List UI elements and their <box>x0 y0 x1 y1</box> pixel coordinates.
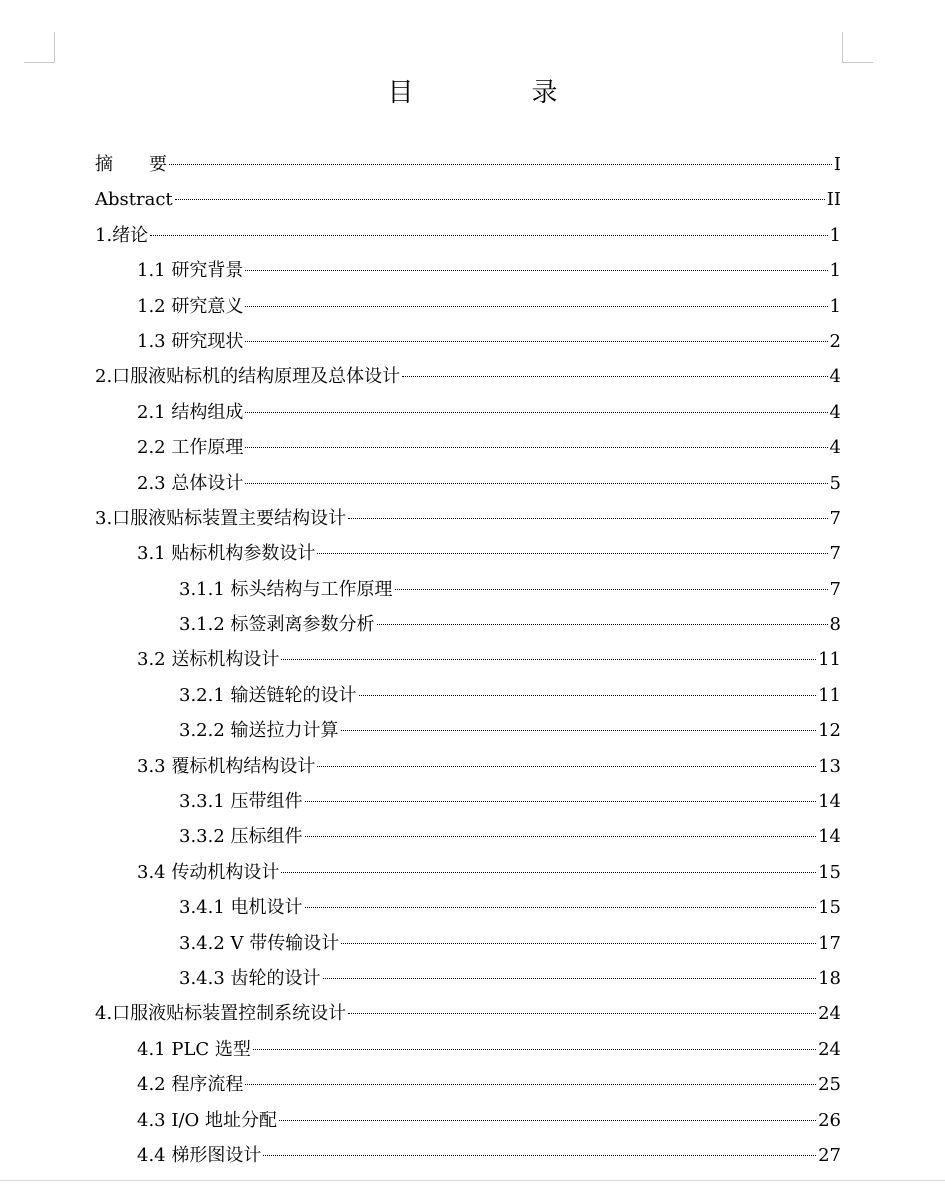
toc-entry-label: 3.3.1 压带组件 <box>179 791 303 813</box>
toc-dot-leader <box>317 766 816 767</box>
toc-dot-leader <box>253 1049 816 1050</box>
toc-entry-label: 2.1 结构组成 <box>137 401 244 423</box>
toc-entry[interactable] <box>95 819 841 854</box>
toc-dot-leader <box>377 624 828 625</box>
toc-dot-leader <box>359 695 817 696</box>
toc-entry[interactable] <box>95 289 841 324</box>
toc-entry-label: 3.2 送标机构设计 <box>137 649 280 671</box>
toc-entry-page-number: 1 <box>829 224 841 246</box>
toc-dot-leader <box>402 376 827 377</box>
toc-dot-leader <box>305 801 817 802</box>
toc-entry-page-number: 12 <box>818 720 841 742</box>
toc-entry-page-number: 4 <box>829 401 841 423</box>
toc-entry-page-number: 13 <box>818 755 841 777</box>
toc-entry[interactable] <box>95 1138 841 1173</box>
toc-entry[interactable] <box>95 359 841 394</box>
toc-entry[interactable] <box>95 253 841 288</box>
toc-dot-leader <box>323 978 817 979</box>
toc-entry[interactable] <box>95 713 841 748</box>
toc-entry-page-number: 7 <box>829 543 841 565</box>
toc-entry-label: 3.2.1 输送链轮的设计 <box>179 684 357 706</box>
page-bottom-border <box>0 1180 945 1181</box>
toc-entry-page-number: 11 <box>818 684 841 706</box>
toc-entry-label: 3.1.2 标签剥离参数分析 <box>179 614 375 636</box>
toc-entry[interactable] <box>95 395 841 430</box>
toc-dot-leader <box>245 341 827 342</box>
toc-entry-label: 1.1 研究背景 <box>137 260 244 282</box>
toc-entry-label: 4.2 程序流程 <box>137 1074 244 1096</box>
toc-entry-label: 4.4 梯形图设计 <box>137 1144 262 1166</box>
toc-entry-page-number: 15 <box>818 897 841 919</box>
toc-entry-label: 3.3.2 压标组件 <box>179 826 303 848</box>
toc-dot-leader <box>305 836 817 837</box>
toc-entry-page-number: 1 <box>829 295 841 317</box>
toc-entry[interactable] <box>95 749 841 784</box>
toc-entry-label: 3.4.2 V 带传输设计 <box>179 932 340 954</box>
toc-dot-leader <box>305 907 817 908</box>
toc-entry-page-number: I <box>833 154 841 175</box>
toc-entry[interactable] <box>95 536 841 571</box>
toc-entry-label: 4.口服液贴标装置控制系统设计 <box>95 1003 347 1025</box>
toc-entry-label: 2.3 总体设计 <box>137 472 244 494</box>
toc-entry[interactable] <box>95 182 841 217</box>
toc-entry-label: 1.绪论 <box>95 224 149 246</box>
toc-dot-leader <box>245 270 827 271</box>
toc-entry-label: 1.2 研究意义 <box>137 295 244 317</box>
toc-entry-label: 摘 要 <box>95 154 167 175</box>
toc-entry[interactable] <box>95 784 841 819</box>
toc-dot-leader <box>395 589 828 590</box>
toc-dot-leader <box>281 659 816 660</box>
toc-entry-page-number: 27 <box>818 1144 841 1166</box>
toc-entry[interactable] <box>95 1103 841 1138</box>
toc-entry-label: 3.2.2 输送拉力计算 <box>179 720 339 742</box>
toc-dot-leader <box>341 943 816 944</box>
toc-entry-page-number: 4 <box>829 437 841 459</box>
toc-dot-leader <box>245 412 827 413</box>
toc-entry[interactable] <box>95 607 841 642</box>
toc-dot-leader <box>317 553 827 554</box>
toc-entry-page-number: 8 <box>829 614 841 636</box>
toc-entry-label: 2.口服液贴标机的结构原理及总体设计 <box>95 366 401 388</box>
toc-entry-page-number: 26 <box>818 1109 841 1131</box>
toc-entry-page-number: 14 <box>818 826 841 848</box>
toc-entry[interactable] <box>95 218 841 253</box>
toc-entry-page-number: 15 <box>818 861 841 883</box>
toc-entry-page-number: 5 <box>829 472 841 494</box>
toc-entry-label: 3.1 贴标机构参数设计 <box>137 543 316 565</box>
toc-dot-leader <box>281 872 816 873</box>
toc-entry[interactable] <box>95 961 841 996</box>
toc-entry[interactable] <box>95 890 841 925</box>
toc-entry[interactable] <box>95 1032 841 1067</box>
toc-entry[interactable] <box>95 855 841 890</box>
toc-entry-page-number: 17 <box>818 932 841 954</box>
toc-entry-page-number: 25 <box>818 1074 841 1096</box>
toc-entry-page-number: 7 <box>829 578 841 600</box>
toc-entry-page-number: 11 <box>818 649 841 671</box>
toc-entry-label: 3.4.1 电机设计 <box>179 897 303 919</box>
toc-entry-page-number: 4 <box>829 366 841 388</box>
toc-dot-leader <box>245 483 827 484</box>
toc-dot-leader <box>150 235 827 236</box>
toc-entry-label: 1.3 研究现状 <box>137 330 244 352</box>
toc-entry[interactable] <box>95 501 841 536</box>
toc-dot-leader <box>175 199 825 200</box>
toc-entry[interactable] <box>95 324 841 359</box>
toc-dot-leader <box>348 518 827 519</box>
crop-mark-top-right <box>842 32 873 63</box>
toc-entry-label: Abstract <box>95 189 173 211</box>
toc-entry-page-number: 18 <box>818 967 841 989</box>
toc-entry[interactable] <box>95 678 841 713</box>
toc-entry-label: 4.3 I/O 地址分配 <box>137 1109 278 1131</box>
toc-entry-page-number: 24 <box>818 1003 841 1025</box>
toc-entry-label: 3.4 传动机构设计 <box>137 861 280 883</box>
toc-dot-leader <box>245 1084 816 1085</box>
toc-dot-leader <box>279 1120 816 1121</box>
crop-mark-top-left <box>24 32 55 63</box>
toc-entry-page-number: 2 <box>829 330 841 352</box>
toc-entry-label: 2.2 工作原理 <box>137 437 244 459</box>
toc-entry[interactable] <box>95 147 841 182</box>
toc-dot-leader <box>245 306 827 307</box>
toc-entry-page-number: 1 <box>829 260 841 282</box>
table-of-contents <box>95 147 841 1173</box>
toc-entry[interactable] <box>95 926 841 961</box>
toc-entry[interactable] <box>95 572 841 607</box>
toc-entry-page-number: 14 <box>818 791 841 813</box>
page-title: 目 录 <box>387 78 604 108</box>
toc-entry-page-number: II <box>826 189 841 211</box>
toc-entry-label: 3.3 覆标机构结构设计 <box>137 755 316 777</box>
toc-entry-label: 3.口服液贴标装置主要结构设计 <box>95 507 347 529</box>
toc-entry-label: 3.4.3 齿轮的设计 <box>179 967 321 989</box>
toc-entry[interactable] <box>95 430 841 465</box>
toc-dot-leader <box>341 730 817 731</box>
toc-dot-leader <box>169 164 832 165</box>
toc-entry-page-number: 7 <box>829 507 841 529</box>
toc-entry-label: 4.1 PLC 选型 <box>137 1038 251 1060</box>
toc-entry[interactable] <box>95 996 841 1031</box>
toc-entry[interactable] <box>95 466 841 501</box>
toc-dot-leader <box>245 447 827 448</box>
toc-entry-page-number: 24 <box>818 1038 841 1060</box>
toc-dot-leader <box>348 1013 816 1014</box>
toc-entry[interactable] <box>95 1067 841 1102</box>
toc-entry[interactable] <box>95 642 841 677</box>
toc-entry-label: 3.1.1 标头结构与工作原理 <box>179 578 393 600</box>
toc-dot-leader <box>263 1155 816 1156</box>
